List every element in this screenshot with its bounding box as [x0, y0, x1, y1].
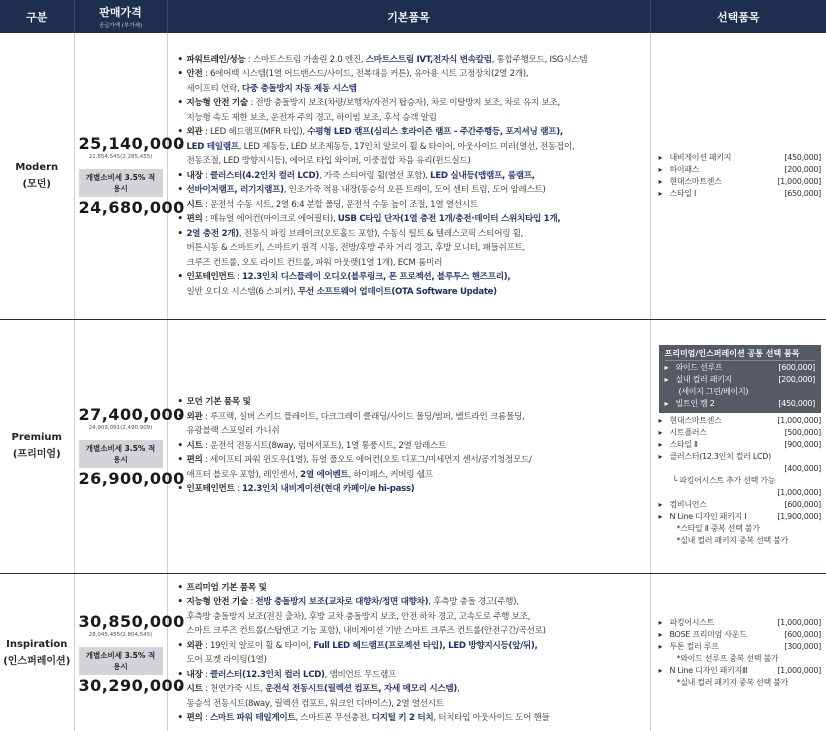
basic-item-key: 내장	[186, 170, 203, 181]
basic-item-text: 스마트 크루즈 컨트롤(스탑앤고 기능 포함), 내비게이션 기반 스마트 크루즈 컨트롤(안전구간/곡선로)	[186, 626, 546, 636]
option-name: ▸ 빌트인 캠 2	[675, 399, 715, 408]
basic-item	[178, 395, 646, 410]
option-item	[659, 188, 822, 200]
basic-item-key: 시트	[186, 440, 203, 451]
price-main: 27,400,000	[78, 404, 185, 424]
basic-item-key: 편의	[186, 713, 203, 723]
options-cell	[650, 573, 826, 731]
trim-row	[0, 319, 826, 573]
option-sub	[659, 475, 822, 487]
basic-item	[178, 668, 646, 683]
basic-item	[178, 256, 646, 271]
basic-item-highlight: 2열 충전 2개)	[186, 228, 239, 239]
option-item	[659, 427, 822, 439]
basic-item-text: : 운전석 전동시트(8way, 럼버서포트), 1열 통풍시트, 2열 암레스트	[202, 440, 446, 451]
basic-item	[178, 682, 646, 697]
basic-item	[178, 410, 646, 425]
price-after-tax: 26,900,000	[78, 468, 185, 488]
option-item	[659, 617, 822, 629]
trim-name: Inspiration	[6, 639, 68, 650]
option-item	[659, 499, 822, 511]
option-item	[659, 629, 822, 641]
basic-item-text: 도어 포켓 라이팅(1열)	[186, 655, 267, 665]
basic-item-key: 시트	[186, 684, 203, 694]
basic-items-cell	[167, 319, 650, 573]
header-price-label: 판매가격	[99, 6, 142, 19]
basic-item-key: 인포테인먼트	[186, 484, 235, 495]
option-item	[659, 176, 822, 188]
package-item	[665, 362, 816, 374]
basic-item-key: 외관	[186, 127, 203, 137]
option-list	[659, 617, 822, 689]
basic-items-list	[178, 395, 646, 497]
basic-item	[178, 424, 646, 439]
basic-item-text: :	[234, 484, 242, 495]
option-price: [500,000]	[784, 428, 821, 437]
option-price: [200,000]	[778, 375, 815, 384]
package-list	[665, 362, 816, 410]
basic-item-text: 애프터 블로우 포함), 레인센서,	[186, 469, 301, 480]
basic-item	[178, 241, 646, 256]
option-item	[659, 451, 822, 463]
basic-item-text: , 운전자 주의 경고, 하이빔 보조, 후석 승객 알림	[265, 112, 437, 123]
basic-item-text: , 인조가죽 적용 내장(동승석 오픈 트레이, 도어 센터 트림, 도어 암레스트)	[283, 185, 546, 195]
basic-item-highlight: 무선 소프트웨어 업데이트(OTA Software Update)	[297, 286, 497, 297]
basic-item	[178, 227, 646, 242]
basic-item	[178, 154, 646, 169]
option-price: [450,000]	[778, 399, 815, 408]
basic-item	[178, 482, 646, 497]
option-price: [1,000,000]	[777, 618, 821, 627]
basic-item-key: 외관	[186, 411, 203, 422]
basic-item-text: :	[202, 713, 210, 723]
price-detail: 28,045,455(2,804,545)	[88, 631, 153, 638]
basic-item-text: :	[202, 170, 210, 181]
option-note	[659, 535, 822, 547]
trim-name-kr: (인스퍼레이션)	[3, 656, 71, 667]
basic-item-text: 동승석 전동시트(8way, 릴렉션 컴포트, 워크인 디바이스), 2열 열선시트	[186, 698, 444, 709]
basic-item	[178, 212, 646, 227]
header-option: 선택품목	[650, 0, 826, 33]
header-price-sub: 공급가액 (부가세)	[98, 23, 143, 29]
basic-item-highlight: 클러스터(4.2인치 컬러 LCD)	[209, 170, 319, 181]
option-list	[659, 415, 822, 547]
basic-item-text: : LED 헤드램프(MFR 타입),	[202, 127, 308, 137]
basic-item-highlight: 선바이저램프, 러기지램프)	[186, 185, 284, 195]
trim-grade-cell	[0, 573, 74, 731]
basic-item-highlight: 스마트 파워 테일게이트	[209, 713, 296, 723]
basic-item-text: 전동조절, LED 방향지시등), 에어로 타입 와이퍼, 이중접합 차음 유리(윈드실드)	[186, 156, 471, 166]
basic-item-text: : 전방 충돌방지 보조(차량/보행자/자전거 탑승자), 차로 이탈방지 보조, 차로 유지 보조,	[247, 98, 560, 108]
basic-item	[178, 697, 646, 712]
package-sub: (세이지 그린/베이지)	[678, 387, 749, 396]
price-main: 25,140,000	[78, 134, 185, 154]
basic-item	[178, 67, 646, 82]
option-note	[659, 523, 822, 535]
price-after-tax: 24,680,000	[78, 198, 185, 218]
note-text: *실내 컬러 패키지 중복 선택 불가	[676, 678, 788, 687]
trim-name-kr: (모던)	[22, 178, 51, 190]
trim-row	[0, 573, 826, 731]
option-price: [400,000]	[784, 464, 821, 473]
basic-item-text: : 19인치 알로이 휠 & 타이어,	[202, 640, 314, 651]
option-name: ▸ 현대스마트센스	[669, 416, 722, 425]
basic-item	[178, 125, 646, 140]
option-item	[659, 152, 822, 164]
basic-item-highlight: 운전석 전동시트(릴렉션 컴포트, 자세 메모리 시스템)	[265, 684, 457, 694]
basic-item-text: 후측방 충돌방지 보조(전진 출차), 후방 교차 충돌방지 보조, 안전 하차 경고, 고속도로 주행 보조,	[186, 611, 531, 622]
basic-item	[178, 624, 646, 639]
basic-item	[178, 169, 646, 184]
option-price-line	[659, 487, 822, 499]
basic-item-text: , 하이패스, 커버링 쉘프	[348, 469, 433, 480]
option-name: ▸ 내비게이션 패키지	[669, 152, 732, 162]
basic-item-highlight: USB C타입 단자(1열 충전 1개/충전·데이터 스위치타입 1개,	[337, 214, 561, 224]
basic-item	[178, 468, 646, 483]
sub-text: └ 파킹어시스트 추가 선택 가능	[672, 476, 776, 485]
option-price: [1,000,000]	[777, 488, 821, 497]
option-price: [600,000]	[778, 363, 815, 372]
basic-item-highlight: Full LED 헤드램프(프로젝션 타입), LED 방향지시등(앞/뒤),	[313, 640, 538, 651]
note-text: *스타일 Ⅱ 중복 선택 불가	[676, 524, 760, 533]
option-list	[659, 152, 822, 200]
basic-item-highlight: 12.3인치 디스플레이 오디오(블루링크, 폰 프로젝션, 블루투스 핸즈프리),	[241, 272, 511, 282]
option-name: ▸ 컴비니언스	[669, 500, 707, 509]
basic-item-text: , 터치타입 아웃사이드 도어 핸들	[433, 713, 550, 723]
option-item	[659, 665, 822, 677]
basic-item	[178, 285, 646, 300]
option-name: ▸ 스타일 Ⅱ	[669, 440, 698, 449]
option-name: ▸ N Line 디자인 패키지Ⅲ	[669, 666, 748, 675]
basic-item-text: , 전동식 파킹 브레이크(오토홀드 포함), 수동식 틸트 & 텔레스코픽 스티어링 휠,	[238, 228, 524, 239]
price-detail: 22,854,545(2,285,455)	[88, 154, 153, 161]
option-price: [600,000]	[784, 630, 821, 639]
basic-item-text: 크루즈 컨트롤, 오토 라이트 컨트롤, 파워 아웃렛(1열 1개), ECM 룸미러	[186, 257, 443, 268]
basic-item-text: 지능형 속도 제한 보조	[186, 112, 266, 123]
header-price	[74, 0, 167, 33]
tax-tag: 개별소비세 3.5% 적용시	[79, 440, 163, 468]
basic-item	[178, 453, 646, 468]
basic-item-highlight: 전방 충돌방지 보조(교차로 대향차/정면 대향차)	[255, 597, 429, 607]
basic-item-text: :	[247, 597, 256, 607]
trim-price-cell	[74, 319, 185, 573]
basic-item-text: ,	[457, 684, 460, 694]
basic-item	[178, 653, 646, 668]
basic-item-text: : 스마트스트림 가솔린 2.0 엔진,	[245, 54, 366, 65]
trim-row	[0, 33, 826, 319]
basic-item-highlight: 12.3인치 내비게이션(현대 카페이/e hi-pass)	[241, 484, 415, 495]
option-price: [1,900,000]	[777, 512, 821, 521]
basic-item	[178, 639, 646, 654]
basic-item	[178, 140, 646, 155]
option-name: ▸ 투톤 컬러 루프	[669, 642, 719, 651]
option-note	[659, 653, 822, 665]
basic-item-text: : 루프랙, 실버 스키드 플레이트, 다크그레이 클래딩/사이드 몰딩/범퍼, 벨트라인 크롬몰딩,	[202, 411, 525, 422]
basic-item-highlight: 다중 충돌방지 자동 제동 시스템	[241, 83, 357, 94]
option-note	[659, 677, 822, 689]
basic-item-highlight: 수평형 LED 램프(심리스 호라이즌 램프 - 주간주행등, 포지셔닝 램프),	[307, 127, 563, 137]
basic-item-text: , LED 제동등, LED 보조제동등, 17인치 알로이 휠 & 타이어, 아웃사이드 미러(열선, 전동접이,	[238, 141, 575, 152]
option-price: [600,000]	[784, 500, 821, 509]
basic-item-text: : 천연가죽 시트,	[202, 684, 266, 694]
option-item	[659, 439, 822, 451]
basic-item	[178, 183, 646, 198]
header-basic: 기본품목	[167, 0, 650, 33]
basic-item-text: , 스마트폰 무선충전,	[295, 713, 372, 723]
option-price: [450,000]	[784, 152, 821, 162]
note-text: *실내 컬러 패키지 중복 선택 불가	[676, 536, 788, 545]
basic-item-text: , 가죽 스티어링 휠(열선 포함),	[318, 170, 431, 181]
basic-item-text: , 후측방 충돌 경고(주행),	[428, 597, 519, 607]
basic-item-key: 지능형 안전 기술	[186, 597, 248, 607]
package-item	[665, 374, 816, 386]
basic-item-highlight: 디지털 키 2 터치	[371, 713, 434, 723]
basic-item-text: :	[234, 272, 242, 282]
basic-item-text: : 운전석 수동 시트, 2열 6:4 분할 폴딩, 운전석 수동 높이 조절, 1열 열선시트	[202, 199, 478, 210]
basic-item-key: 모던 기본 품목 및	[186, 397, 251, 408]
basic-item-text: 일반 오디오 시스템(6 스피커),	[186, 286, 298, 297]
basic-items-list	[178, 581, 646, 726]
trim-price-cell	[74, 33, 185, 319]
option-name: ▸ 클러스터(12.3인치 컬러 LCD)	[669, 452, 771, 461]
option-name: ▸ 하이패스	[669, 164, 700, 174]
common-option-package	[659, 345, 822, 413]
option-name: ▸ 와이드 선루프	[675, 363, 723, 372]
options-cell	[650, 319, 826, 573]
basic-item-text: :	[202, 669, 210, 680]
basic-item-key: 안전	[186, 69, 203, 79]
basic-item-highlight: 클러스터(12.3인치 컬러 LCD)	[209, 669, 325, 680]
basic-item-key: 인포테인먼트	[186, 272, 235, 282]
package-item-sub	[665, 386, 816, 398]
option-name: ▸ N Line 디자인 패키지 Ⅰ	[669, 512, 747, 521]
basic-item-text: 유광블랙 스포일러 가니쉬	[186, 426, 280, 437]
basic-item-key: 파워트레인/성능	[186, 54, 246, 65]
note-text: *와이드 선루프 중복 선택 불가	[676, 654, 779, 663]
option-price: [1,000,000]	[777, 416, 821, 425]
price-after-tax: 30,290,000	[78, 675, 185, 695]
trim-name: Premium	[11, 432, 62, 443]
basic-item	[178, 610, 646, 625]
table-header-row	[0, 0, 826, 33]
basic-item-key: 편의	[186, 455, 203, 466]
price-main: 30,850,000	[78, 611, 185, 631]
package-title: 프리미엄/인스퍼레이션 공통 선택 품목	[665, 347, 816, 361]
option-item	[659, 164, 822, 176]
basic-items-cell	[167, 33, 650, 319]
option-name: ▸ 실내 컬러 패키지	[675, 375, 732, 384]
option-name: ▸ 시트플러스	[669, 428, 707, 437]
price-detail: 24,909,091(2,490,909)	[88, 424, 153, 431]
basic-item	[178, 439, 646, 454]
basic-item-highlight: 스마트스트림 IVT,전자식 변속칼럼	[365, 54, 492, 65]
basic-item	[178, 82, 646, 97]
basic-item-key: 프리미엄 기본 품목 및	[186, 582, 267, 593]
option-name: ▸ 현대스마트센스	[669, 176, 722, 186]
basic-item-text: 버튼시동 & 스마트키, 스마트키 원격 시동, 전방/후방 주차 거리 경고, 후방 모니터, 패들쉬프트,	[186, 243, 525, 253]
option-name: ▸ 파킹어시스트	[669, 618, 715, 627]
basic-item	[178, 111, 646, 126]
option-price: [900,000]	[784, 440, 821, 449]
basic-item-text: : 세이프티 파워 윈도우(1열), 듀얼 풀오토 에어컨(오토 디포그/미세먼지 센서/공기청정모드/	[202, 455, 532, 466]
option-price: [1,000,000]	[777, 666, 821, 675]
option-item	[659, 415, 822, 427]
header-grade: 구분	[0, 0, 74, 33]
basic-item	[178, 711, 646, 726]
basic-item	[178, 595, 646, 610]
option-price: [300,000]	[784, 642, 821, 651]
tax-tag: 개별소비세 3.5% 적용시	[79, 169, 163, 197]
basic-item-text: 세이프티 언락,	[186, 83, 242, 94]
basic-item-highlight: LED 테일램프	[186, 141, 239, 152]
basic-item	[178, 581, 646, 596]
basic-item-text: : 매뉴얼 에어컨(마이크로 에어필터),	[202, 214, 338, 224]
basic-item	[178, 53, 646, 68]
options-cell	[650, 33, 826, 319]
basic-items-list	[178, 53, 646, 300]
option-name: ▸ 스타일 Ⅰ	[669, 188, 697, 198]
basic-item-text: , 앰비언트 무드램프	[324, 669, 396, 680]
option-item	[659, 641, 822, 653]
basic-item-key: 편의	[186, 214, 203, 224]
option-price-line	[659, 463, 822, 475]
trim-grade-cell	[0, 33, 74, 319]
basic-item	[178, 198, 646, 213]
basic-item-text: : 6에어백 시스템(1열 어드밴스드/사이드, 전복대응 커튼), 유아용 시트 고정장치(2열 2개),	[202, 69, 529, 79]
basic-item	[178, 96, 646, 111]
basic-item-key: 지능형 안전 기술	[186, 98, 248, 108]
option-price: [1,000,000]	[777, 176, 821, 186]
basic-item-key: 외관	[186, 640, 203, 651]
basic-item-key: 시트	[186, 199, 203, 210]
package-item	[665, 398, 816, 410]
trim-name-kr: (프리미엄)	[12, 449, 61, 460]
trim-name: Modern	[15, 161, 59, 173]
basic-item	[178, 270, 646, 285]
basic-item-highlight: 2열 에어벤트	[300, 469, 349, 480]
option-price: [650,000]	[784, 188, 821, 198]
option-price: [200,000]	[784, 164, 821, 174]
basic-item-key: 내장	[186, 669, 203, 680]
basic-item-text: , 통합주행모드, ISG시스템	[491, 54, 588, 65]
tax-tag: 개별소비세 3.5% 적용시	[79, 647, 163, 675]
basic-item-highlight: LED 실내등(맵램프, 룸램프,	[430, 170, 535, 181]
trim-price-cell	[74, 573, 185, 731]
trim-grade-cell	[0, 319, 74, 573]
basic-items-cell	[167, 573, 650, 731]
option-name: ▸ BOSE 프리미엄 사운드	[669, 630, 747, 639]
option-item	[659, 511, 822, 523]
